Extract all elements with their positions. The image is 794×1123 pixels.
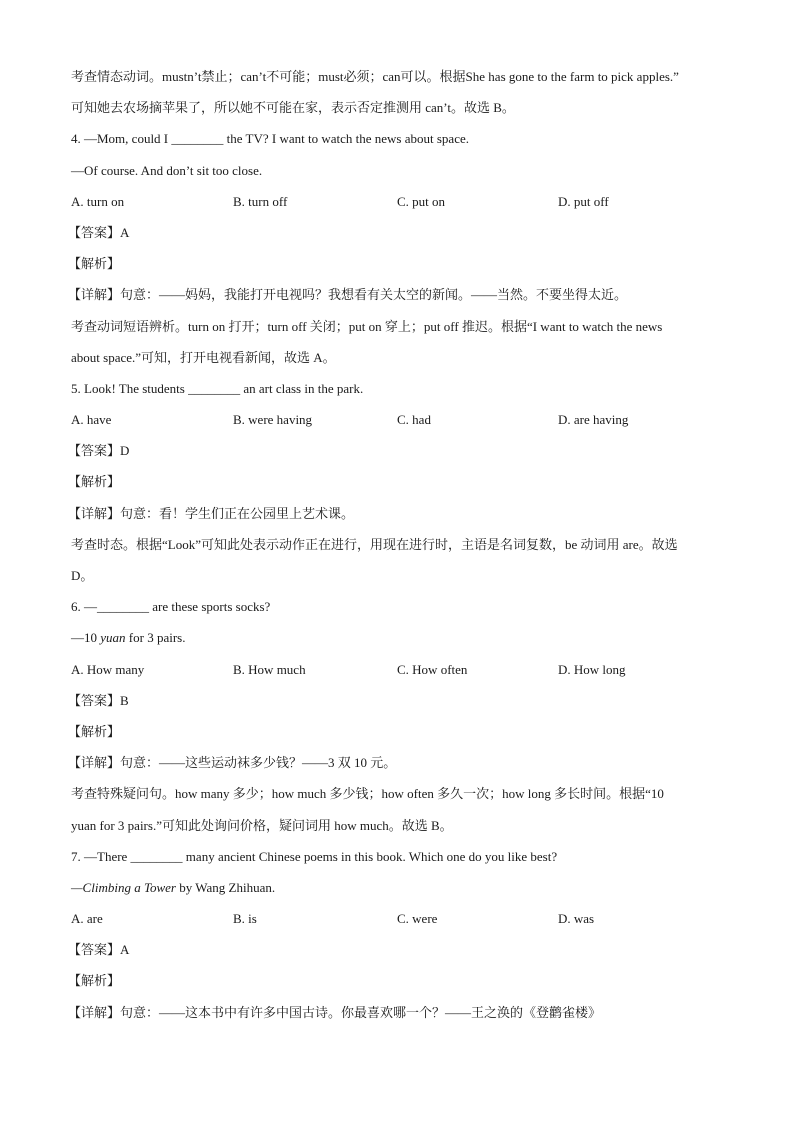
question-stem: 5. Look! The students ________ an art class in the park. bbox=[71, 380, 364, 396]
option-c: C. put on bbox=[397, 193, 446, 209]
option-d: D. was bbox=[558, 911, 595, 927]
option-b: B. were having bbox=[233, 412, 313, 428]
answer-label: 【答案】A bbox=[68, 942, 130, 958]
option-a: A. are bbox=[71, 911, 103, 927]
option-b: B. turn off bbox=[233, 193, 288, 209]
detail-line: D。 bbox=[71, 568, 94, 583]
detail-line: 考查时态。根据“Look”可知此处表示动作正在进行，用现在进行时，主语是名词复数，be 动词用 are。故选 bbox=[71, 536, 678, 552]
question-5 bbox=[68, 373, 731, 591]
options-row bbox=[71, 404, 731, 435]
options-row bbox=[71, 903, 731, 934]
reply-post: by Wang Zhihuan. bbox=[176, 879, 276, 895]
option-b: B. How much bbox=[233, 661, 306, 677]
question-reply bbox=[71, 872, 731, 903]
answer-label: 【答案】A bbox=[68, 224, 130, 240]
question-4 bbox=[68, 123, 731, 373]
option-a: A. turn on bbox=[71, 193, 125, 209]
question-7 bbox=[68, 841, 731, 1028]
option-b: B. is bbox=[233, 911, 257, 927]
text-line: 考查情态动词。mustn’t禁止；can’t不可能；must必须；can可以。根据She has gone to the farm to pick apples.” bbox=[71, 69, 679, 84]
answer-label: 【答案】B bbox=[68, 692, 129, 708]
detail-line: about space.”可知，打开电视看新闻，故选 A。 bbox=[71, 349, 336, 365]
answer-label: 【答案】D bbox=[68, 443, 130, 459]
reply-italic: yuan bbox=[100, 630, 126, 646]
detail-line: 【详解】句意：看！学生们正在公园里上艺术课。 bbox=[68, 505, 355, 521]
question-stem: 7. —There ________ many ancient Chinese poems in this book. Which one do you like best? bbox=[71, 848, 558, 864]
question-reply bbox=[71, 622, 731, 653]
reply-italic: —Climbing a Tower bbox=[71, 879, 176, 895]
detail-line: 【详解】句意：——这本书中有许多中国古诗。你最喜欢哪一个？——王之涣的《登鹳雀楼》 bbox=[68, 1004, 602, 1020]
option-d: D. put off bbox=[558, 193, 609, 209]
reply-post: for 3 pairs. bbox=[125, 630, 186, 646]
option-c: C. had bbox=[397, 412, 431, 428]
detail-line: yuan for 3 pairs.”可知此处询问价格，疑问词用 how much。故选 B。 bbox=[71, 817, 453, 833]
detail-line: 【详解】句意：——妈妈，我能打开电视吗？我想看有关太空的新闻。——当然。不要坐得太近。 bbox=[68, 287, 628, 303]
option-c: C. were bbox=[397, 911, 438, 927]
document-page bbox=[68, 61, 731, 1028]
options-row bbox=[71, 186, 731, 217]
question-stem: 6. —________ are these sports socks? bbox=[71, 599, 271, 615]
question-6 bbox=[68, 591, 731, 841]
detail-line: 考查动词短语辨析。turn on 打开；turn off 关闭；put on 穿上；put off 推迟。根据“I want to watch the news bbox=[71, 318, 663, 334]
option-d: D. How long bbox=[558, 661, 626, 677]
reply-pre: —10 bbox=[71, 630, 101, 646]
option-a: A. have bbox=[71, 412, 112, 428]
question-stem: 4. —Mom, could I ________ the TV? I want to watch the news about space. bbox=[71, 131, 469, 147]
option-a: A. How many bbox=[71, 661, 145, 677]
text-line: 可知她去农场摘苹果了，所以她不可能在家，表示否定推测用 can’t。故选 B。 bbox=[71, 100, 515, 116]
option-d: D. are having bbox=[558, 412, 629, 428]
analysis-label: 【解析】 bbox=[68, 474, 121, 490]
detail-line: 考查特殊疑问句。how many 多少；how much 多少钱；how often 多久一次；how long 多长时间。根据“10 bbox=[71, 786, 664, 802]
options-row bbox=[71, 654, 731, 685]
analysis-label: 【解析】 bbox=[68, 723, 121, 739]
detail-line: 【详解】句意：——这些运动袜多少钱？——3 双 10 元。 bbox=[68, 755, 397, 771]
question-reply: —Of course. And don’t sit too close. bbox=[71, 162, 263, 178]
option-c: C. How often bbox=[397, 661, 468, 677]
analysis-label: 【解析】 bbox=[68, 256, 121, 272]
analysis-label: 【解析】 bbox=[68, 973, 121, 989]
